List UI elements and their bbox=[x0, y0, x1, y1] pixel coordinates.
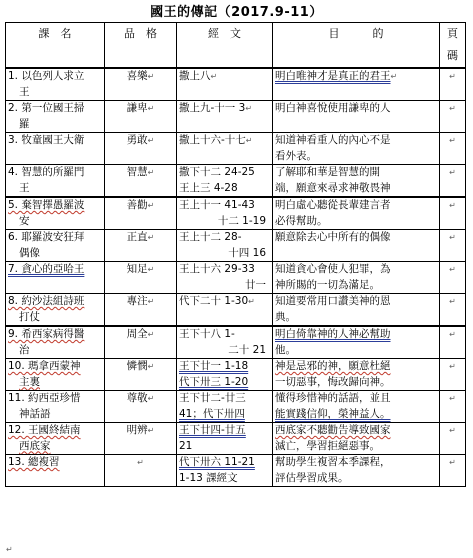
paragraph-mark: ↵ bbox=[449, 233, 456, 242]
scripture-line: 代下卅三 1-20 bbox=[179, 375, 249, 388]
paragraph-mark: ↵ bbox=[147, 72, 155, 81]
scripture-line: 撒下十二 24-25 bbox=[179, 166, 255, 178]
paragraph-mark: ↵ bbox=[449, 362, 456, 371]
table-row bbox=[6, 133, 466, 165]
quality-text: 智慧 bbox=[126, 166, 148, 178]
paragraph-mark: ↵ bbox=[449, 330, 456, 339]
paragraph-mark: ↵ bbox=[245, 104, 253, 113]
purpose-cell bbox=[273, 68, 440, 101]
lesson-title-line: 8. 約沙法組詩班 bbox=[8, 295, 85, 307]
purpose-line: 端，願意來尋求神敬畏神 bbox=[275, 181, 391, 194]
page-cell bbox=[440, 165, 466, 198]
paragraph-mark: ↵ bbox=[449, 265, 456, 274]
purpose-line: 幫助學生複習本季課程， bbox=[275, 456, 391, 468]
quality-text: 專注 bbox=[126, 295, 148, 307]
scripture-cell bbox=[177, 294, 273, 327]
paragraph-mark: ↵ bbox=[449, 136, 456, 145]
quality-text: 喜樂 bbox=[126, 70, 148, 82]
purpose-cell bbox=[273, 423, 440, 455]
purpose-line: 能實踐信仰，榮神益人。 bbox=[275, 407, 391, 420]
paragraph-mark: ↵ bbox=[147, 168, 155, 177]
table-row bbox=[6, 455, 466, 487]
quality-text: 憐憫 bbox=[126, 360, 148, 372]
purpose-cell bbox=[273, 326, 440, 359]
table-row bbox=[6, 68, 466, 101]
table-row bbox=[6, 326, 466, 359]
header-quality: 品 格 bbox=[105, 23, 177, 69]
purpose-line: 明白倚靠神的人神必幫助 bbox=[275, 328, 391, 340]
scripture-line: 41；代下卅四 bbox=[179, 407, 245, 420]
purpose-cell bbox=[273, 197, 440, 230]
scripture-line: 十四 16 bbox=[228, 246, 266, 259]
scripture-cell bbox=[177, 133, 273, 165]
header-title: 課 名 bbox=[6, 23, 105, 69]
purpose-line: 知道要常用口讚美神的恩 bbox=[275, 295, 391, 307]
paragraph-mark: ↵ bbox=[147, 104, 155, 113]
quality-cell bbox=[105, 165, 177, 198]
purpose-line: 評估學習成果。 bbox=[275, 471, 349, 484]
table-row bbox=[6, 197, 466, 230]
lesson-title-cell bbox=[6, 230, 105, 262]
quality-cell bbox=[105, 455, 177, 487]
quality-cell bbox=[105, 197, 177, 230]
purpose-line: 他。 bbox=[275, 343, 296, 356]
page-cell bbox=[440, 326, 466, 359]
table-row bbox=[6, 423, 466, 455]
scripture-line: 王上三 4-28 bbox=[179, 181, 238, 194]
page-cell bbox=[440, 294, 466, 327]
paragraph-mark: ↵ bbox=[449, 168, 456, 177]
scripture-cell bbox=[177, 101, 273, 133]
header-scripture: 經 文 bbox=[177, 23, 273, 69]
scripture-line: 王上十二 28- bbox=[179, 231, 242, 243]
page-cell bbox=[440, 262, 466, 294]
lesson-title-cell bbox=[6, 197, 105, 230]
quality-cell bbox=[105, 68, 177, 101]
purpose-line: 願意除去心中所有的偶像 bbox=[275, 231, 391, 243]
paragraph-mark: ↵ bbox=[147, 330, 155, 339]
purpose-cell bbox=[273, 101, 440, 133]
purpose-line: 知道神看重人的內心不是 bbox=[275, 134, 391, 146]
lesson-title-line: 2. 第一位國王掃 bbox=[8, 102, 85, 114]
scripture-cell bbox=[177, 68, 273, 101]
quality-cell bbox=[105, 359, 177, 391]
lesson-title-line: 10. 瑪拿西蒙神 bbox=[8, 360, 81, 372]
lesson-title-cell bbox=[6, 165, 105, 198]
paragraph-mark: ↵ bbox=[147, 297, 155, 306]
paragraph-mark: ↵ bbox=[248, 297, 255, 306]
lesson-title-line: 羅 bbox=[19, 117, 30, 130]
purpose-line: 神所賜的一切為滿足。 bbox=[275, 278, 380, 291]
scripture-cell bbox=[177, 359, 273, 391]
table-header-row bbox=[6, 23, 466, 69]
paragraph-mark: ↵ bbox=[147, 265, 155, 274]
lesson-title-line: 主裏 bbox=[19, 375, 40, 388]
purpose-cell bbox=[273, 133, 440, 165]
purpose-line: 明白唯神才是真正的君王 bbox=[275, 70, 391, 82]
paragraph-mark: ↵ bbox=[6, 545, 13, 554]
quality-cell bbox=[105, 391, 177, 423]
purpose-line: 必得幫助。 bbox=[275, 214, 328, 227]
page-cell bbox=[440, 391, 466, 423]
table-row bbox=[6, 230, 466, 262]
lesson-title-cell bbox=[6, 68, 105, 101]
table-row bbox=[6, 101, 466, 133]
scripture-line: 21 bbox=[179, 439, 193, 452]
quality-cell bbox=[105, 326, 177, 359]
lesson-title-cell bbox=[6, 326, 105, 359]
lesson-title-line: 6. 耶羅波安狂拜 bbox=[8, 231, 85, 243]
scripture-cell bbox=[177, 326, 273, 359]
scripture-line: 王下廿二-廿三 bbox=[179, 392, 246, 404]
paragraph-mark: ↵ bbox=[449, 394, 456, 403]
lesson-title-line: 11. 約西亞珍惜 bbox=[8, 392, 81, 404]
lesson-title-line: 4. 智慧的所羅門 bbox=[8, 166, 85, 178]
quality-cell bbox=[105, 101, 177, 133]
paragraph-mark: ↵ bbox=[449, 104, 456, 113]
quality-cell bbox=[105, 423, 177, 455]
purpose-line: 懂得珍惜神的話語，並且 bbox=[275, 392, 391, 404]
purpose-line: 明白神喜悅使用謙卑的人 bbox=[275, 102, 391, 114]
purpose-cell bbox=[273, 262, 440, 294]
paragraph-mark: ↵ bbox=[449, 72, 456, 81]
page-cell bbox=[440, 359, 466, 391]
paragraph-mark: ↵ bbox=[147, 233, 155, 242]
page-cell bbox=[440, 230, 466, 262]
lesson-title-cell bbox=[6, 133, 105, 165]
quality-text: 尊敬 bbox=[126, 392, 148, 404]
lesson-title-line: 3. 牧童國王大衛 bbox=[8, 134, 85, 146]
page-cell bbox=[440, 133, 466, 165]
table-row bbox=[6, 294, 466, 327]
page-cell bbox=[440, 68, 466, 101]
paragraph-mark: ↵ bbox=[137, 458, 144, 467]
purpose-cell bbox=[273, 391, 440, 423]
purpose-line: 看外表。 bbox=[275, 149, 317, 162]
lesson-title-line: 王 bbox=[19, 85, 30, 98]
scripture-cell bbox=[177, 230, 273, 262]
quality-cell bbox=[105, 294, 177, 327]
lesson-title-line: 打仗 bbox=[19, 310, 40, 323]
quality-text: 知足 bbox=[126, 263, 148, 275]
scripture-cell bbox=[177, 423, 273, 455]
paragraph-mark: ↵ bbox=[245, 136, 253, 145]
purpose-cell bbox=[273, 165, 440, 198]
purpose-cell bbox=[273, 294, 440, 327]
scripture-line: 王上十一 41-43 bbox=[179, 199, 255, 211]
purpose-line: 知道貪心會使人犯罪，為 bbox=[275, 263, 391, 275]
purpose-line: 滅亡，學習拒絕惡事。 bbox=[275, 439, 380, 452]
scripture-line: 撒上十六-十七 bbox=[179, 134, 246, 146]
lesson-title-line: 12. 王國終結南 bbox=[8, 424, 81, 436]
purpose-line: 一切惡事，悔改歸向神。 bbox=[275, 375, 391, 388]
paragraph-mark: ↵ bbox=[147, 394, 155, 403]
paragraph-mark: ↵ bbox=[449, 426, 456, 435]
lesson-title-line: 神話語 bbox=[19, 407, 51, 420]
lesson-title-cell bbox=[6, 262, 105, 294]
scripture-line: 廿一 bbox=[245, 278, 266, 291]
table-row bbox=[6, 165, 466, 198]
scripture-line: 代下卅六 11-21 bbox=[179, 456, 255, 468]
scripture-line: 撒上八 bbox=[179, 70, 211, 82]
page-cell bbox=[440, 423, 466, 455]
page-cell bbox=[440, 101, 466, 133]
quality-text: 勇敢 bbox=[126, 134, 148, 146]
lesson-title-line: 偶像 bbox=[19, 246, 40, 259]
scripture-line: 二十 21 bbox=[228, 343, 266, 356]
purpose-line: 明白虛心聽從長輩建言者 bbox=[275, 199, 391, 211]
scripture-line: 代下二十 1-30 bbox=[179, 295, 249, 307]
paragraph-mark: ↵ bbox=[210, 72, 218, 81]
purpose-cell bbox=[273, 230, 440, 262]
scripture-line: 1-13 課經文 bbox=[179, 471, 238, 484]
lesson-title-cell bbox=[6, 391, 105, 423]
lesson-title-line: 治 bbox=[19, 343, 30, 356]
header-purpose: 目 的 bbox=[273, 23, 440, 69]
quality-cell bbox=[105, 230, 177, 262]
scripture-cell bbox=[177, 262, 273, 294]
paragraph-mark: ↵ bbox=[147, 136, 155, 145]
quality-cell bbox=[105, 133, 177, 165]
header-page: 頁碼 bbox=[440, 23, 466, 69]
paragraph-mark: ↵ bbox=[449, 297, 456, 306]
lesson-title-cell bbox=[6, 423, 105, 455]
scripture-cell bbox=[177, 455, 273, 487]
page-cell bbox=[440, 455, 466, 487]
lesson-title-line: 13. 總複習 bbox=[8, 456, 60, 468]
lesson-title-line: 5. 棄智擇愚羅波 bbox=[8, 199, 85, 211]
quality-text: 明辨 bbox=[126, 424, 148, 436]
table-row bbox=[6, 359, 466, 391]
purpose-line: 典。 bbox=[275, 310, 296, 323]
quality-text: 正直 bbox=[126, 231, 148, 243]
lesson-title-cell bbox=[6, 359, 105, 391]
scripture-line: 王下廿四-廿五 bbox=[179, 424, 246, 436]
paragraph-mark: ↵ bbox=[449, 458, 456, 467]
lesson-title-line: 1. 以色列人求立 bbox=[8, 70, 85, 82]
scripture-cell bbox=[177, 391, 273, 423]
paragraph-mark: ↵ bbox=[390, 72, 398, 81]
paragraph-mark: ↵ bbox=[147, 426, 155, 435]
lesson-title-line: 西底家 bbox=[19, 439, 51, 452]
lesson-title-cell bbox=[6, 101, 105, 133]
table-row bbox=[6, 262, 466, 294]
quality-text: 謙卑 bbox=[126, 102, 148, 114]
lesson-title-cell bbox=[6, 455, 105, 487]
scripture-line: 撒上九-十一 3 bbox=[179, 102, 246, 114]
purpose-line: 神是忌邪的神，願意杜絕 bbox=[275, 360, 391, 372]
page-cell bbox=[440, 197, 466, 230]
lesson-title-line: 王 bbox=[19, 181, 30, 194]
lesson-title-line: 9. 希西家病得醫 bbox=[8, 328, 85, 340]
scripture-line: 王上十六 29-33 bbox=[179, 263, 255, 275]
scripture-cell bbox=[177, 197, 273, 230]
purpose-cell bbox=[273, 359, 440, 391]
purpose-line: 西底家不聽勸告導致國家 bbox=[275, 424, 391, 436]
quality-text: 周全 bbox=[126, 328, 148, 340]
paragraph-mark: ↵ bbox=[147, 362, 155, 371]
lesson-title-line: 7. 貪心的亞哈王 bbox=[8, 263, 85, 275]
page-title: 國王的傳記（2017.9-11） bbox=[150, 5, 323, 20]
lesson-title-line: 安 bbox=[19, 214, 30, 227]
paragraph-mark: ↵ bbox=[147, 201, 155, 210]
paragraph-mark: ↵ bbox=[449, 201, 456, 210]
table-row bbox=[6, 391, 466, 423]
lesson-table bbox=[5, 22, 466, 487]
lesson-title-cell bbox=[6, 294, 105, 327]
quality-text: 善勸 bbox=[126, 199, 148, 211]
scripture-line: 王下十八 1- bbox=[179, 328, 235, 340]
quality-cell bbox=[105, 262, 177, 294]
purpose-cell bbox=[273, 455, 440, 487]
scripture-line: 十二 1-19 bbox=[217, 214, 266, 227]
scripture-line: 王下廿一 1-18 bbox=[179, 360, 249, 372]
scripture-cell bbox=[177, 165, 273, 198]
purpose-line: 了解耶和華是智慧的開 bbox=[275, 166, 380, 178]
